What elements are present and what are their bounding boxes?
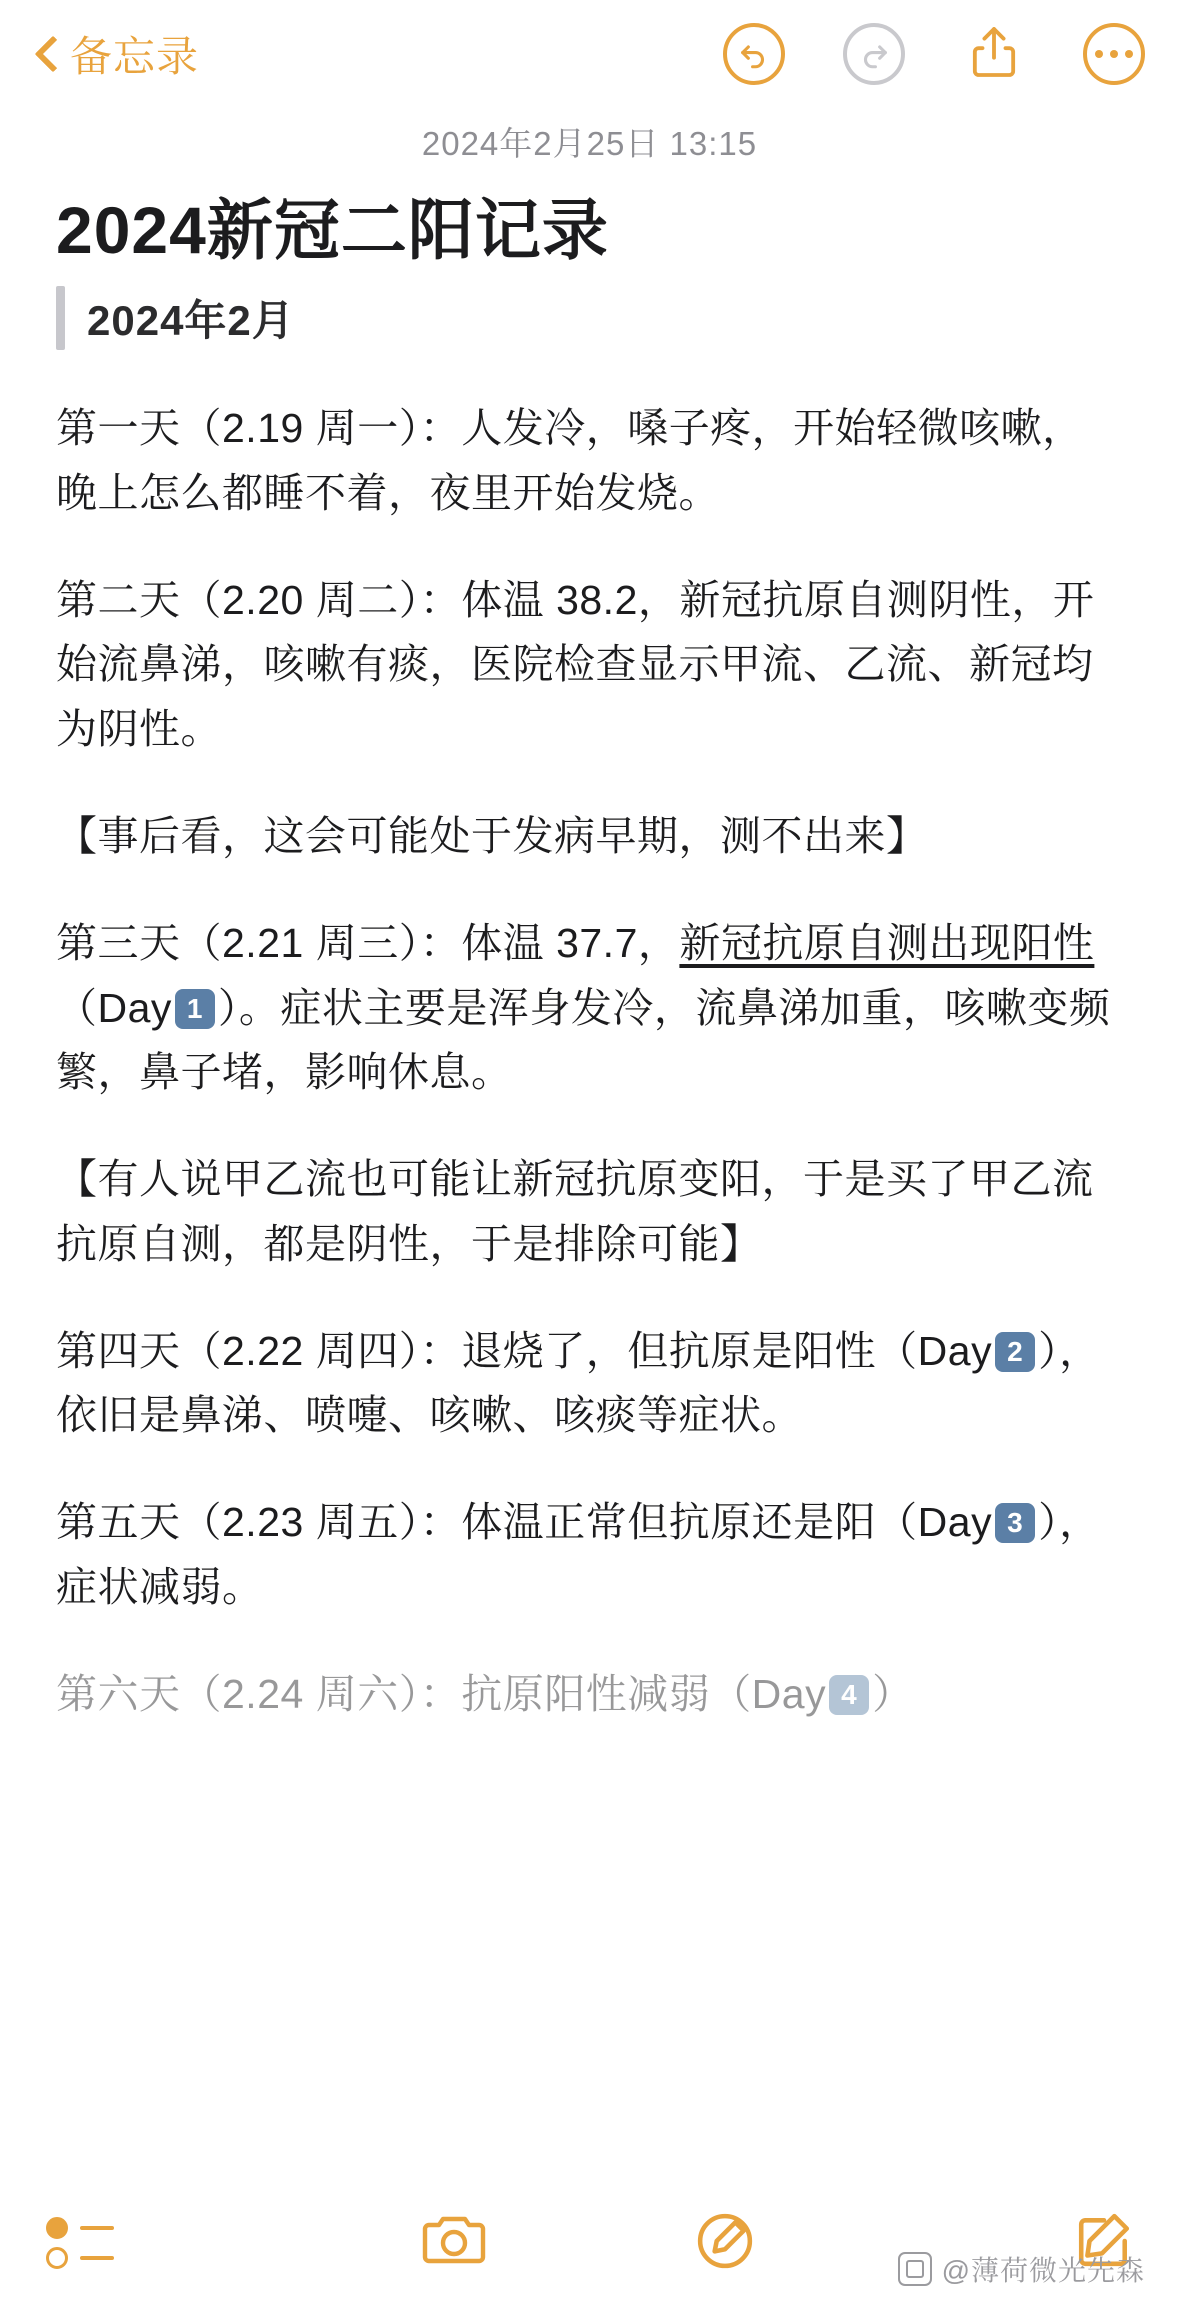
share-icon	[971, 25, 1017, 84]
text-run: 第二天（2.20 周二）：体温 38.2，新冠抗原自测阴性，开始流鼻涕，咳嗽有痰，医院检查显示甲流、乙流、新冠均为阴性。	[56, 576, 1095, 753]
camera-button[interactable]	[318, 2215, 590, 2272]
text-run: 【事后看，这会可能处于发病早期，测不出来】	[56, 813, 928, 860]
note-document	[0, 118, 1179, 1726]
note-paragraph-day2[interactable]	[56, 568, 1125, 762]
note-subtitle: 2024年2月	[87, 297, 295, 345]
markup-pen-icon	[696, 2212, 754, 2275]
undo-button[interactable]	[723, 23, 785, 85]
ellipsis-dots	[1095, 50, 1133, 58]
subtitle-accent-bar	[56, 286, 65, 350]
note-paragraph-day5[interactable]	[56, 1490, 1125, 1620]
share-button[interactable]	[963, 23, 1025, 85]
day-number-badge: 1	[175, 989, 215, 1029]
note-body[interactable]	[54, 396, 1125, 1726]
page-title: 2024新冠二阳记录	[56, 193, 609, 267]
undo-icon	[723, 23, 785, 85]
text-run: ）。症状主要是浑身发冷，流鼻涕加重，咳嗽变频繁，鼻子堵，影响休息。	[56, 984, 1111, 1096]
underlined-text: 新冠抗原自测出现阳性	[679, 919, 1095, 966]
chevron-left-icon	[34, 35, 56, 73]
back-button-label: 备忘录	[70, 33, 200, 80]
note-timestamp: 2024年2月25日 13:15	[421, 125, 758, 162]
note-paragraph-day3[interactable]	[56, 911, 1125, 1105]
note-subtitle-block	[56, 286, 1125, 350]
camera-icon	[421, 2215, 487, 2272]
note-paragraph-note2[interactable]	[56, 1147, 1125, 1277]
checklist-button[interactable]	[46, 2215, 318, 2271]
more-ellipsis-icon	[1083, 23, 1145, 85]
text-run: 第四天（2.22 周四）：退烧了，但抗原是阳性（Day	[56, 1327, 993, 1374]
day-number-badge: 3	[995, 1503, 1035, 1543]
watermark	[898, 2249, 1145, 2289]
text-run: 第五天（2.23 周五）：体温正常但抗原还是阳（Day	[56, 1499, 993, 1546]
text-run: 第一天（2.19 周一）：人发冷，嗓子疼，开始轻微咳嗽，晚上怎么都睡不着，夜里开始发烧。	[56, 405, 1084, 516]
text-run: 【有人说甲乙流也可能让新冠抗原变阳，于是买了甲乙流抗原自测，都是阴性，于是排除可能】	[56, 1156, 1094, 1267]
redo-button[interactable]	[843, 23, 905, 85]
more-button[interactable]	[1083, 23, 1145, 85]
app-badge-icon	[898, 2252, 932, 2286]
navigation-actions	[723, 0, 1145, 108]
watermark-text: @薄荷微光先森	[941, 2255, 1145, 2286]
note-paragraph-day6[interactable]	[56, 1662, 1125, 1727]
note-paragraph-day4[interactable]	[56, 1319, 1125, 1449]
navigation-bar	[0, 0, 1179, 108]
text-run: （Day	[56, 984, 172, 1031]
checklist-icon	[46, 2215, 118, 2271]
note-paragraph-day1[interactable]	[56, 396, 1125, 526]
text-run: ）	[872, 1670, 914, 1717]
text-run: ），依旧是鼻涕、喷嚏、咳嗽、咳痰等症状。	[56, 1327, 1101, 1439]
text-run: ），症状减弱。	[56, 1499, 1101, 1610]
redo-icon	[843, 23, 905, 85]
text-run: 第六天（2.24 周六）：抗原阳性减弱（Day	[56, 1670, 827, 1717]
back-button[interactable]	[34, 24, 199, 84]
text-run: 第三天（2.21 周三）：体温 37.7，	[56, 919, 680, 966]
day-number-badge: 2	[995, 1332, 1035, 1372]
markup-button[interactable]	[590, 2212, 862, 2275]
note-paragraph-note1[interactable]	[56, 804, 1125, 869]
day-number-badge: 4	[829, 1675, 869, 1715]
